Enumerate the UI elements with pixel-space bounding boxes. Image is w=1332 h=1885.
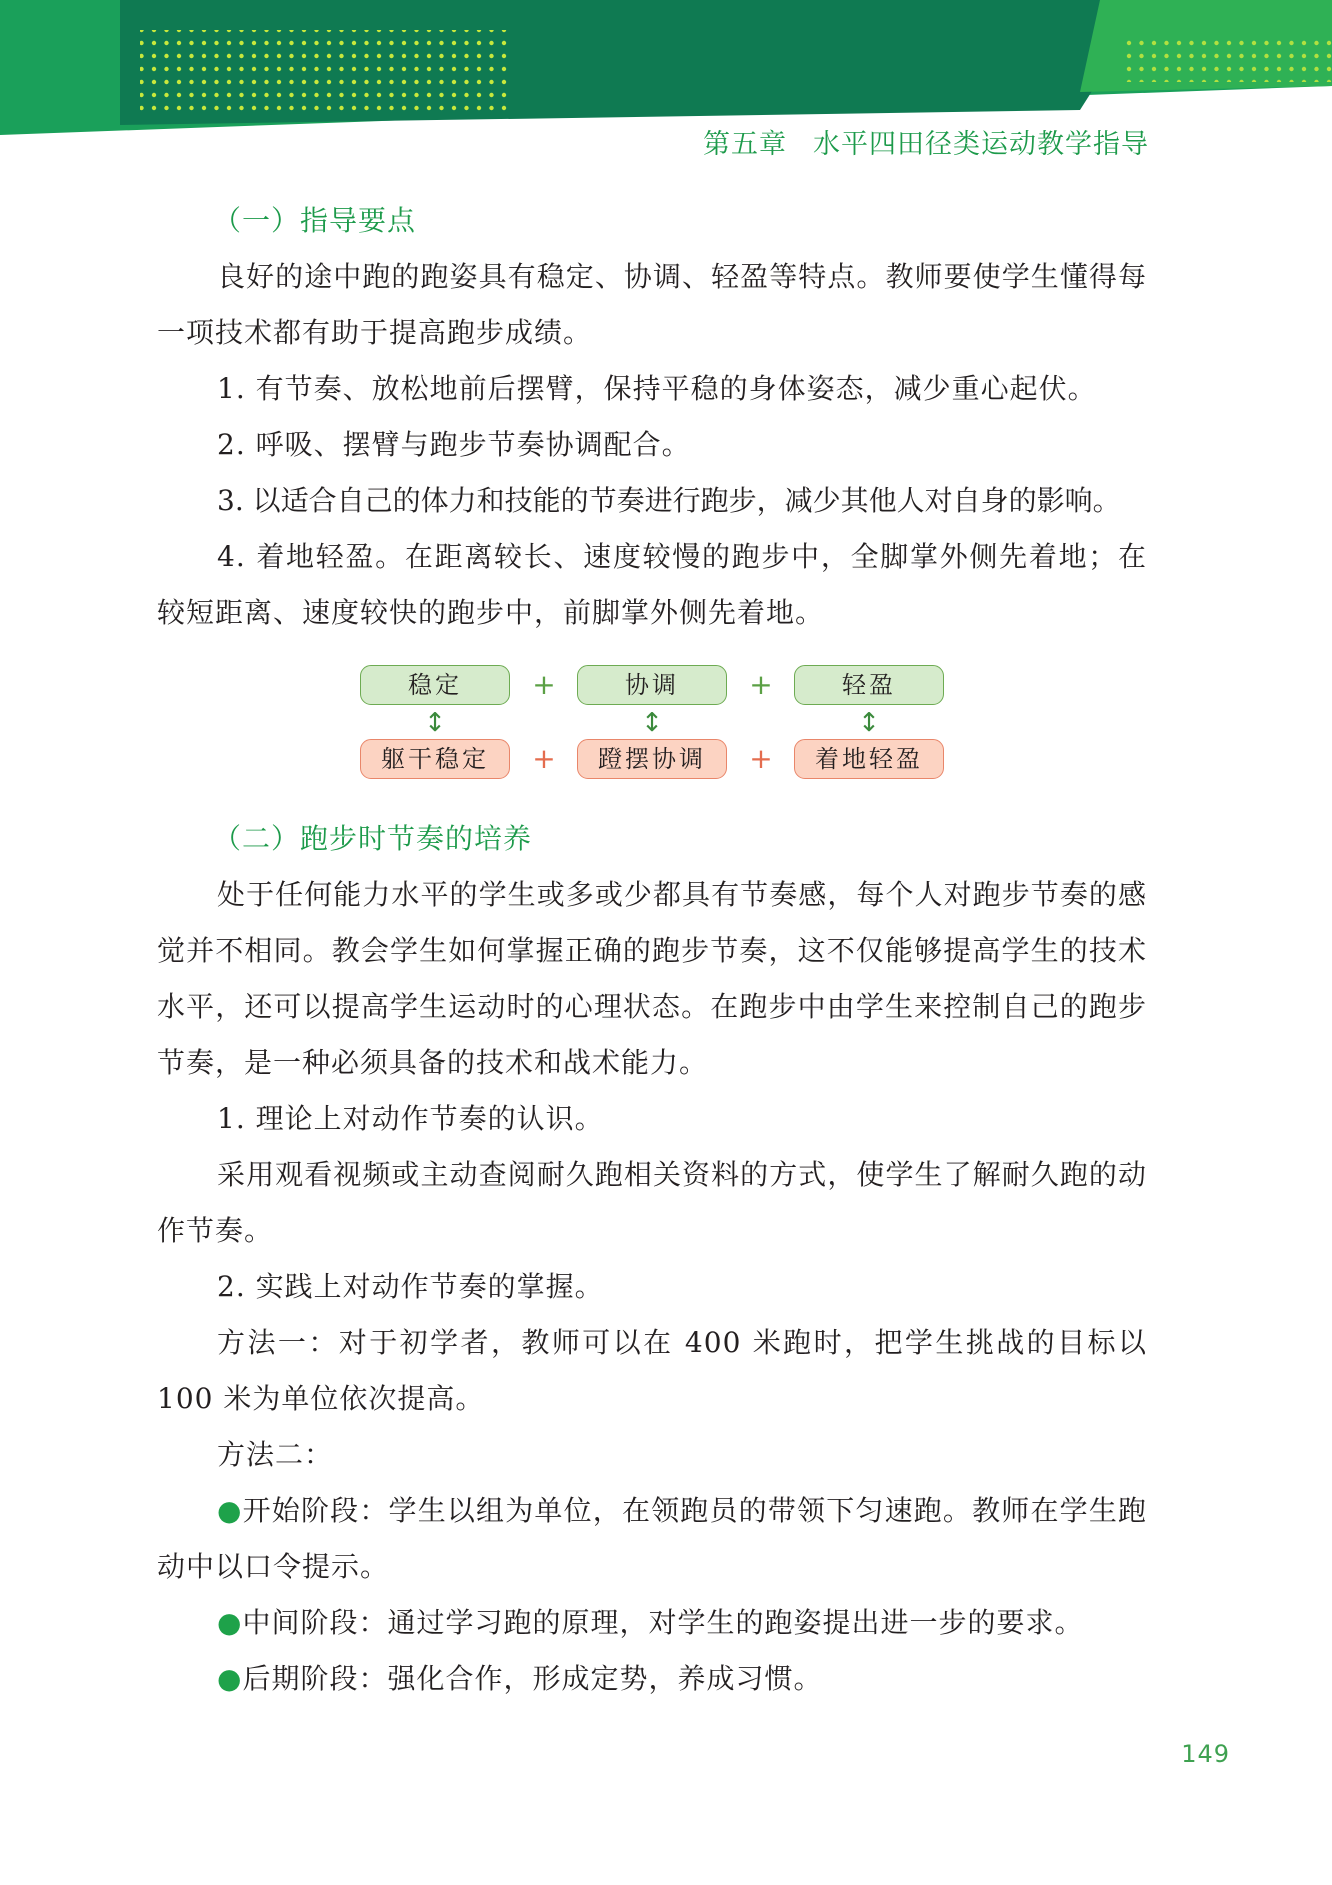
item2-title: 2. 实践上对动作节奏的掌握。 bbox=[217, 1270, 604, 1303]
stage-late-text: 后期阶段：强化合作，形成定势，养成习惯。 bbox=[242, 1662, 823, 1695]
running-posture-diagram bbox=[157, 651, 1147, 799]
stage-start bbox=[157, 1483, 1147, 1595]
item1-title: 1. 理论上对动作节奏的认识。 bbox=[217, 1102, 604, 1135]
plus-sign: + bbox=[532, 668, 556, 701]
chapter-title: 水平四田径类运动教学指导 bbox=[813, 129, 1149, 160]
box-stable: 稳定 bbox=[360, 665, 510, 705]
point-4: 4. 着地轻盈。在距离较长、速度较慢的跑步中，全脚掌外侧先着地；在较短距离、速度较快的跑步中，前脚掌外侧先着地。 bbox=[157, 540, 1147, 629]
page-number: 149 bbox=[1181, 1740, 1230, 1768]
point-3: 3. 以适合自己的体力和技能的节奏进行跑步，减少其他人对自身的影响。 bbox=[217, 484, 1121, 517]
chapter-number: 第五章 bbox=[703, 129, 787, 160]
stage-middle bbox=[157, 1595, 1147, 1651]
stage-late bbox=[157, 1651, 1147, 1707]
point-2: 2. 呼吸、摆臂与跑步节奏协调配合。 bbox=[217, 428, 691, 461]
section1-intro: 良好的途中跑的跑姿具有稳定、协调、轻盈等特点。教师要使学生懂得每一项技术都有助于提高跑步成绩。 bbox=[157, 260, 1147, 349]
point-1: 1. 有节奏、放松地前后摆臂，保持平稳的身体姿态，减少重心起伏。 bbox=[217, 372, 1097, 405]
page-content bbox=[157, 193, 1147, 1707]
box-light-landing: 着地轻盈 bbox=[794, 739, 944, 779]
section-heading-2: （二）跑步时节奏的培养 bbox=[213, 822, 533, 855]
updown-arrow-icon: ↕ bbox=[424, 708, 446, 738]
chapter-header bbox=[703, 122, 1149, 161]
plus-sign: + bbox=[532, 742, 556, 775]
updown-arrow-icon: ↕ bbox=[641, 708, 663, 738]
section-heading-1: （一）指导要点 bbox=[213, 204, 417, 237]
plus-sign: + bbox=[749, 742, 773, 775]
stage-middle-text: 中间阶段：通过学习跑的原理，对学生的跑姿提出进一步的要求。 bbox=[242, 1606, 1084, 1639]
box-light: 轻盈 bbox=[794, 665, 944, 705]
bullet-dot-icon: ● bbox=[217, 1494, 243, 1527]
box-torso-stable: 躯干稳定 bbox=[360, 739, 510, 779]
section2-intro: 处于任何能力水平的学生或多或少都具有节奏感，每个人对跑步节奏的感觉并不相同。教会学生如何掌握正确的跑步节奏，这不仅能够提高学生的技术水平，还可以提高学生运动时的心理状态。在跑步中由学生来控制自己的跑步节奏，是一种必须具备的技术和战术能力。 bbox=[157, 878, 1147, 1079]
updown-arrow-icon: ↕ bbox=[858, 708, 880, 738]
stage-start-text: 开始阶段：学生以组为单位，在领跑员的带领下匀速跑。教师在学生跑动中以口令提示。 bbox=[157, 1494, 1147, 1583]
box-push-swing-coordination: 蹬摆协调 bbox=[577, 739, 727, 779]
bullet-dot-icon: ● bbox=[217, 1662, 243, 1695]
item1-text: 采用观看视频或主动查阅耐久跑相关资料的方式，使学生了解耐久跑的动作节奏。 bbox=[157, 1158, 1147, 1247]
box-coordination: 协调 bbox=[577, 665, 727, 705]
bullet-dot-icon: ● bbox=[217, 1606, 243, 1639]
header-banner bbox=[0, 0, 1332, 135]
method-1: 方法一：对于初学者，教师可以在 400 米跑时，把学生挑战的目标以 100 米为单位依次提高。 bbox=[157, 1326, 1147, 1415]
method-2: 方法二： bbox=[217, 1438, 334, 1471]
plus-sign: + bbox=[749, 668, 773, 701]
